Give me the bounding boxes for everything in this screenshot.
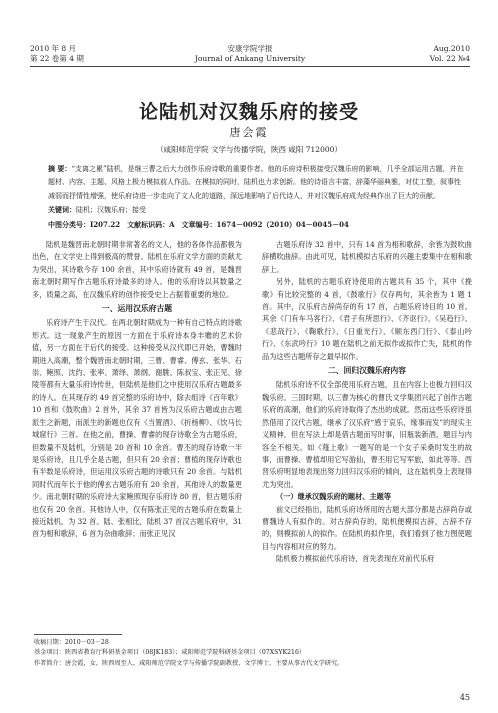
author-affiliation: （咸阳师范学院 文学与传播学院，陕西 咸阳 712000） bbox=[156, 145, 342, 154]
paragraph: 另外，陆机的古题乐府诗使用的古题共有 35 个，其中《挽歌》有比较完整的 4 首，《鼓歌行》仅存两句，其余皆为 1 题 1 首。其中，汉乐府古辞尚存的有 17 首，占题乐府诗目的 10 首。其余《门有车马客行》、《君子有所思行》、《齐讴行》、《吴趋行》、《悲哉行》、《鞠歌行》、《日重光行》、《顺东西门行》、《泰山吟行》、《东武吟行》10 题在陆机之前无拟作或拟作亡失，陆机的作品为这些古题所存之最早拟作。 bbox=[262, 277, 472, 361]
body-column-right bbox=[262, 239, 472, 566]
keywords-label: 关键词： bbox=[48, 205, 76, 215]
header-date-en: Aug.2010 bbox=[433, 44, 470, 53]
keywords-text: 陆机；汉魏乐府；接受 bbox=[76, 206, 146, 215]
article-title: 论陆机对汉魏乐府的接受 bbox=[138, 101, 359, 123]
header-rule bbox=[30, 66, 470, 67]
abstract bbox=[34, 162, 466, 203]
abstract-text: “支离之累”陆机，是继三曹之后大力创作乐府诗歌的重要作者。他的乐府诗积极接受汉魏乐府的影响，几乎全部运用古题，并在题材、内容、主题、风格上极力模拟前人作品。在模拟的同时，陆机也力求创新。他的诗语言丰富，辞藻华丽典雅，对仗工整，叙事性减弱而抒情性增强，使乐府诗进一步走向了文人化的道路，深远地影响了后代诗人，并对汉魏乐府成为经典作出了巨大的贡献。 bbox=[48, 165, 464, 200]
header-issue: 第 22 卷第 4 期 bbox=[30, 54, 84, 63]
classification-line: 中图分类号：I207.22 文献标识码：A 文章编号：1674－0092（2010）04－0045－04 bbox=[48, 219, 349, 229]
section-heading: 二、回归汉魏乐府内容 bbox=[328, 366, 406, 376]
paragraph: 前文已经指出，陆机乐府诗所用的古题大部分都是古辞尚存或曹魏诗人有拟作的。对古辞尚存的，陆机便模拟古辞，古辞不存的，则模拟前人的拟作。在陆机的拟作里，我们看到了他力图使题目与内容相对应的努力。 bbox=[262, 504, 472, 551]
subsection-heading: （一）继承汉魏乐府的题材、主题等 bbox=[276, 492, 392, 502]
page-number: 45 bbox=[459, 693, 470, 702]
paragraph: 陆机乐府诗不仅全部使用乐府古题，且在内容上也极力回归汉魏乐府。三国时期，以三曹为核心的曹氏文学集团兴起了创作古题乐府的高潮，他们的乐府诗取得了杰出的成就。然而这些乐府诗虽然借用了汉代古题，继承了汉乐府“感于哀乐，缘事而发”的现实主义精神，但在写法上却是借古题而写时事，旧瓶装新酒，题目与内容全不相关。如《薤上歌》一题写的是一个女子采桑时发生的故事，而曹操、曹植却用它写游仙，曹丕用它写军旅，如此等等。西晋乐府明显地表现出努力回归汉乐府的倾向，这在陆机身上表现得尤为突出。 bbox=[262, 380, 472, 489]
abstract-label: 摘 要： bbox=[48, 164, 72, 173]
journal-name-cn: 安康学院学报 bbox=[227, 44, 273, 53]
header-date: 2010 年 8 月 bbox=[30, 44, 77, 53]
footnote-rule bbox=[34, 634, 122, 635]
paragraph: 乐府诗产生于汉代。在两北朝时期成为一种有自己特点的诗歌形式。这一现象产生的原因一方面在于乐府诗本身丰赡的艺术价值，另一方面在于后代的接受。这种接受从汉代即已开始，曹魏时期进入高潮，整个魏晋南北朝时期，三曹、曹睿、傅玄、张华、石崇、鲍照、沈约、张率、萧绎、萧纲、谢朓、陈叔宝、张正见、徐陵等都有大量乐府诗传世，但陆机是他们之中使用汉乐府古题最多的诗人。在其现存的 49 首完整的乐府诗中，除去组诗《百年歌》10 首和《鼓吹曲》2 首外，其余 37 首皆为汉乐府古题或由古题派生之新题，而派生的新题也仅有《当置酒》、《折杨柳》、《饮马长城窟行》三首。在他之前，曹操、曹睿的现存诗歌全为古题乐府，但数量不及陆机，分别是 20 首和 10 余首。曹丕的现存诗歌一半是乐府诗，且几乎全是古题，但只有 20 余首；曹植的现存诗歌也有半数是乐府诗，但运用汉乐府古题的诗歌只有 20 余首。与陆机同时代而年长于他的傅玄古题乐府有 20 余首，其他诗人的数量更少。南北朝时期的乐府诗大家鲍照现存乐府诗 80 首，但古题乐府也仅有 20 余首。其他诗人中，仅有陈张正见的古题乐府在数量上接近陆机，为 32 首。陆、张相比，陆机 37 首汉古题乐府中，31 首为相和歌辞，6 首为杂曲歌辞；而张正见汉 bbox=[32, 318, 242, 539]
section-heading: 一、运用汉乐府古题 bbox=[101, 304, 173, 314]
paragraph: 古题乐府诗 32 首中，只有 14 首为相和歌辞，余皆为鼓吹曲辞横吹曲辞。由此可见，陆机模拟古乐府的兴趣主要集中在相和歌辞上。 bbox=[262, 240, 472, 274]
article-author: 唐会霞 bbox=[229, 126, 269, 139]
header-right bbox=[430, 44, 470, 64]
header-center bbox=[30, 44, 470, 64]
abstract-block bbox=[34, 162, 466, 231]
footnote-block bbox=[34, 638, 470, 669]
journal-name-en: Journal of Ankang University bbox=[194, 54, 306, 63]
header-volume: Vol. 22 №4 bbox=[429, 54, 470, 63]
body-column-left bbox=[32, 239, 242, 541]
author-bio: 作者简介：唐会霞，女，陕西周至人，咸阳师范学院文学与传播学院副教授，文学博士，主要从事古代文学研究。 bbox=[34, 659, 344, 667]
paragraph: 陆机极力模拟前代乐府诗，首先表现在对前代乐府 bbox=[276, 554, 435, 564]
paragraph: 陆机是魏晋南北朝时期非常著名的文人，他的各体作品都极为出色，在文学史上得到极高的赞誉。陆机在乐府文学方面的贡献尤为突出，其诗歌今存 100 余首，其中乐府诗就有 49 首，是魏晋南北朝时期写作古题乐府诗最多的诗人。他的乐府诗以其数量之多，质量之高，在汉魏乐府的创作接受史上占据着重要的地位。 bbox=[32, 240, 242, 299]
received-date: 收稿日期：2010－03－28 bbox=[34, 639, 109, 646]
keywords bbox=[34, 203, 466, 217]
fund-info: 基金项目：陕西省教育厅科研基金项目（08JK183）；咸阳师范学院科研基金项目（07XSYK216） bbox=[34, 649, 306, 657]
